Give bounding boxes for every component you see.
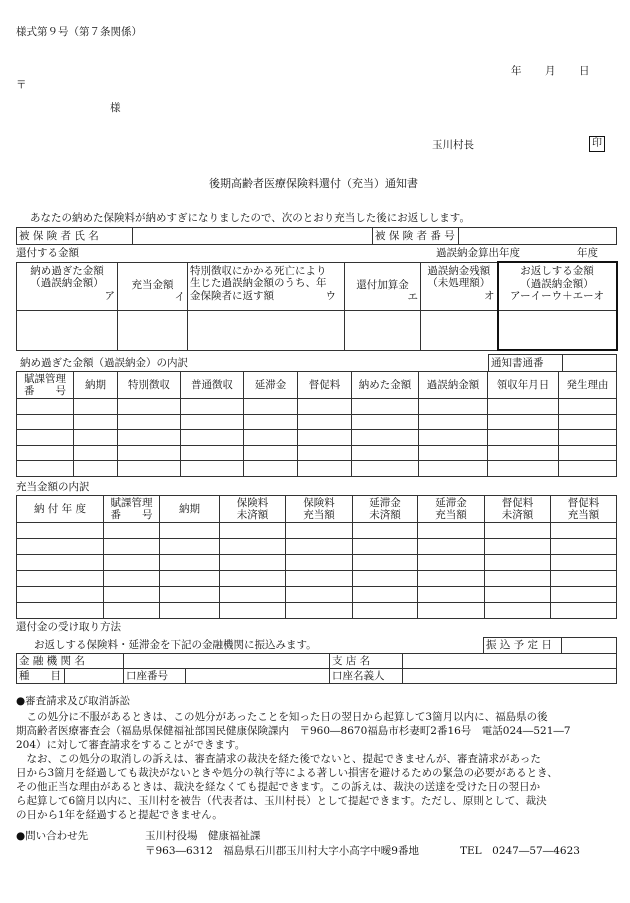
breakdown-cell[interactable] [559, 430, 617, 446]
breakdown-section-title: 納め過ぎた金額（過誤納金）の内訳 [20, 357, 188, 369]
refund-header-line: （未処理額） [427, 277, 491, 290]
refund-header-line: お返しする金額 [520, 265, 594, 277]
allocation-cell[interactable] [160, 587, 220, 603]
fiscal-year-suffix: 年度 [577, 247, 598, 259]
form-number: 様式第９号（第７条関係） [16, 26, 142, 38]
allocation-cell[interactable] [286, 603, 353, 619]
payment-note: お返しする保険料・延滞金を下記の金融機関に振込みます。 [34, 639, 317, 651]
date-month-label: 月 [545, 65, 556, 77]
branch-label: 支 店 名 [330, 654, 403, 669]
allocation-cell[interactable] [17, 555, 104, 571]
breakdown-cell[interactable] [488, 414, 559, 430]
breakdown-cell[interactable] [559, 445, 617, 461]
breakdown-cell[interactable] [419, 414, 488, 430]
breakdown-header-cell: 督促料 [298, 372, 352, 399]
refund-header-line: 充当金額 [131, 278, 174, 291]
breakdown-header-cell: 特別徴収 [118, 372, 181, 399]
breakdown-row [17, 414, 617, 430]
refund-header-line: （過誤納金額） [520, 277, 594, 290]
breakdown-header-cell: 賦課管理 番 号 [17, 372, 74, 399]
breakdown-cell[interactable] [74, 445, 118, 461]
breakdown-header-cell: 納めた金額 [352, 372, 419, 399]
breakdown-row [17, 461, 617, 477]
breakdown-cell[interactable] [74, 461, 118, 477]
refund-value-row [17, 310, 617, 350]
breakdown-cell[interactable] [352, 414, 419, 430]
allocation-cell[interactable] [286, 587, 353, 603]
bank-table [16, 653, 617, 669]
account-table [16, 668, 617, 684]
allocation-cell[interactable] [418, 555, 485, 571]
allocation-cell[interactable] [485, 603, 551, 619]
breakdown-cell[interactable] [118, 414, 181, 430]
breakdown-cell[interactable] [118, 399, 181, 415]
appeal-line: その他正当な理由があるときは、裁決を経なくても提起できます。この訴えは、裁決の送達を受けた日の翌日か [16, 781, 541, 793]
document-title: 後期高齢者医療保険料還付（充当）通知書 [209, 177, 418, 190]
payment-section-title: 還付金の受け取り方法 [16, 621, 121, 633]
breakdown-cell[interactable] [17, 430, 74, 446]
allocation-cell[interactable] [353, 555, 418, 571]
refund-header-allocated [118, 262, 188, 310]
account-number-label: 口座番号 [124, 669, 186, 684]
breakdown-row [17, 430, 617, 446]
allocation-cell[interactable] [160, 523, 220, 539]
allocation-row [17, 523, 617, 539]
allocation-cell[interactable] [551, 539, 617, 555]
allocation-cell[interactable] [353, 587, 418, 603]
bank-name-field[interactable] [124, 654, 330, 669]
breakdown-cell[interactable] [244, 461, 298, 477]
allocation-cell[interactable] [485, 539, 551, 555]
breakdown-cell[interactable] [559, 414, 617, 430]
breakdown-cell[interactable] [17, 445, 74, 461]
allocation-cell[interactable] [286, 555, 353, 571]
allocation-cell[interactable] [160, 571, 220, 587]
allocation-table [16, 495, 617, 619]
refund-header-line: 還付加算金 [356, 278, 409, 291]
breakdown-cell[interactable] [118, 430, 181, 446]
breakdown-header-cell: 過誤納金額 [419, 372, 488, 399]
transfer-date-label: 振 込 予 定 日 [484, 638, 562, 654]
allocation-row [17, 587, 617, 603]
breakdown-cell[interactable] [74, 430, 118, 446]
postal-mark: 〒 [16, 79, 27, 91]
refund-header-remaining [421, 262, 498, 310]
transfer-date-field[interactable] [562, 638, 617, 654]
refund-overpaid-field[interactable] [17, 310, 118, 350]
breakdown-header-cell: 普通徴収 [181, 372, 244, 399]
contact-tel: TEL 0247―57―4623 [460, 845, 580, 857]
breakdown-header-row [17, 372, 617, 399]
breakdown-cell[interactable] [17, 414, 74, 430]
breakdown-table [16, 371, 617, 477]
breakdown-cell[interactable] [419, 461, 488, 477]
refund-header-line: 生じた過誤納金額のうち、年 [190, 277, 327, 290]
account-holder-label: 口座名義人 [330, 669, 403, 684]
refund-header-line: （過誤納金額） [30, 277, 104, 290]
allocation-cell[interactable] [418, 571, 485, 587]
breakdown-cell[interactable] [181, 399, 244, 415]
refund-header-return-amount [498, 262, 617, 310]
breakdown-cell[interactable] [244, 430, 298, 446]
allocation-section-title: 充当金額の内訳 [16, 481, 90, 493]
refund-header-overpaid [17, 262, 118, 310]
refund-header-line-with-mark [190, 290, 342, 303]
insured-number-field[interactable] [459, 228, 617, 245]
breakdown-header-cell: 延滞金 [244, 372, 298, 399]
breakdown-cell[interactable] [244, 445, 298, 461]
allocation-cell[interactable] [286, 539, 353, 555]
breakdown-cell[interactable] [17, 461, 74, 477]
breakdown-header-cell: 領収年月日 [488, 372, 559, 399]
breakdown-cell[interactable] [488, 461, 559, 477]
date-day-label: 日 [579, 65, 590, 77]
issuer-name: 玉川村長 [432, 139, 474, 151]
breakdown-cell[interactable] [298, 445, 352, 461]
breakdown-cell[interactable] [559, 399, 617, 415]
refund-header-mark: オ [484, 289, 495, 302]
allocation-cell[interactable] [286, 571, 353, 587]
insured-info-table [16, 227, 617, 245]
appeal-line: 日から3箇月を経過しても裁決がないときや処分の執行等による著しい損害を避けるための緊急の必要があるとき、 [16, 767, 558, 779]
allocation-cell[interactable] [353, 603, 418, 619]
allocation-cell[interactable] [104, 603, 160, 619]
breakdown-cell[interactable] [488, 399, 559, 415]
allocation-cell[interactable] [485, 587, 551, 603]
breakdown-cell[interactable] [298, 399, 352, 415]
refund-header-addition [345, 262, 421, 310]
date-year-label: 年 [511, 65, 522, 77]
refund-table [16, 261, 618, 351]
allocation-cell[interactable] [160, 555, 220, 571]
breakdown-cell[interactable] [118, 445, 181, 461]
breakdown-cell[interactable] [352, 445, 419, 461]
notice-number-field[interactable] [563, 355, 617, 372]
breakdown-cell[interactable] [488, 430, 559, 446]
contact-address: 〒963―6312 福島県石川郡玉川村大字小高字中曖9番地 [145, 845, 419, 857]
breakdown-cell[interactable] [419, 445, 488, 461]
allocation-cell[interactable] [104, 571, 160, 587]
allocation-cell[interactable] [551, 523, 617, 539]
contact-office: 玉川村役場 健康福祉課 [145, 830, 261, 842]
appeal-line: の日から1年を経過すると提起できません。 [16, 809, 223, 821]
allocation-cell[interactable] [418, 523, 485, 539]
breakdown-cell[interactable] [118, 461, 181, 477]
seal-mark: 印 [589, 136, 605, 152]
allocation-header-cell: 納 付 年 度 [17, 496, 104, 523]
refund-header-line: アーイーウ＋エーオ [510, 290, 604, 303]
allocation-cell[interactable] [353, 539, 418, 555]
allocation-cell[interactable] [17, 571, 104, 587]
appeal-heading: ●審査請求及び取消訴訟 [16, 695, 131, 707]
allocation-row [17, 571, 617, 587]
refund-header-line: 金保険者に返す額 [190, 289, 274, 302]
allocation-header-cell: 督促料 未済額 [485, 496, 551, 523]
fiscal-year-label: 過誤納金算出年度 [436, 247, 520, 259]
appeal-line: この処分に不服があるときは、この処分があったことを知った日の翌日から起算して3箇月以内に、福島県の後 [16, 711, 548, 723]
breakdown-cell[interactable] [352, 430, 419, 446]
breakdown-cell[interactable] [352, 461, 419, 477]
allocation-cell[interactable] [418, 587, 485, 603]
allocation-cell[interactable] [485, 571, 551, 587]
appeal-line: なお、この処分の取消しの訴えは、審査請求の裁決を経た後でないと、提起できませんが、審査請求があった [16, 753, 541, 765]
appeal-line: 期高齢者医療審査会（福島県保健福祉部国民健康保険課内 〒960―8670福島市杉妻町2番16号 電話024―521―7 [16, 725, 571, 737]
allocation-cell[interactable] [418, 603, 485, 619]
allocation-header-cell: 督促料 充当額 [551, 496, 617, 523]
refund-allocated-field[interactable] [118, 310, 188, 350]
allocation-cell[interactable] [551, 571, 617, 587]
breakdown-cell[interactable] [298, 414, 352, 430]
allocation-header-cell: 賦課管理 番 号 [104, 496, 160, 523]
addressee-suffix: 様 [110, 102, 121, 114]
allocation-cell[interactable] [104, 555, 160, 571]
bank-name-label: 金 融 機 関 名 [17, 654, 124, 669]
refund-header-mark: ウ [325, 289, 336, 302]
contact-label: ●問い合わせ先 [16, 830, 89, 842]
allocation-row [17, 555, 617, 571]
breakdown-cell[interactable] [74, 414, 118, 430]
allocation-row [17, 539, 617, 555]
branch-field[interactable] [403, 654, 617, 669]
breakdown-cell[interactable] [298, 461, 352, 477]
refund-pension-return-field[interactable] [188, 310, 345, 350]
refund-section-title: 還付する金額 [16, 247, 79, 259]
allocation-cell[interactable] [551, 603, 617, 619]
insured-number-label: 被 保 険 者 番 号 [373, 228, 459, 245]
allocation-cell[interactable] [220, 571, 286, 587]
breakdown-cell[interactable] [298, 430, 352, 446]
allocation-header-cell: 延滞金 未済額 [353, 496, 418, 523]
intro-text: あなたの納めた保険料が納めすぎになりましたので、次のとおり充当した後にお返しします。 [30, 212, 470, 224]
allocation-cell[interactable] [104, 539, 160, 555]
notice-number-label: 通知書通番 [489, 355, 563, 372]
breakdown-cell[interactable] [181, 430, 244, 446]
allocation-cell[interactable] [17, 539, 104, 555]
refund-header-mark: イ [174, 291, 185, 304]
breakdown-cell[interactable] [352, 399, 419, 415]
allocation-cell[interactable] [220, 539, 286, 555]
account-type-label: 種 目 [17, 669, 65, 684]
allocation-cell[interactable] [551, 555, 617, 571]
allocation-cell[interactable] [220, 555, 286, 571]
appeal-line: 204）に対して審査請求をすることができます。 [16, 739, 246, 751]
allocation-cell[interactable] [551, 587, 617, 603]
allocation-row [17, 603, 617, 619]
notice-number-table [488, 354, 617, 372]
allocation-header-cell: 納期 [160, 496, 220, 523]
refund-header-pension-return [188, 262, 345, 310]
transfer-date-table [483, 637, 617, 654]
allocation-cell[interactable] [220, 603, 286, 619]
allocation-cell[interactable] [485, 523, 551, 539]
breakdown-cell[interactable] [74, 399, 118, 415]
refund-header-mark: エ [407, 291, 418, 304]
insured-name-label: 被 保 険 者 氏 名 [17, 228, 133, 245]
refund-header-line: 特別徴収にかかる死亡により [190, 264, 327, 277]
refund-header-line: 過誤納金残額 [427, 264, 491, 277]
allocation-cell[interactable] [220, 587, 286, 603]
account-type-field[interactable] [65, 669, 124, 684]
breakdown-header-cell: 納期 [74, 372, 118, 399]
allocation-cell[interactable] [160, 603, 220, 619]
allocation-cell[interactable] [104, 523, 160, 539]
refund-return-amount-field[interactable] [498, 310, 617, 350]
allocation-cell[interactable] [353, 523, 418, 539]
allocation-cell[interactable] [485, 555, 551, 571]
appeal-line: ら起算して6箇月以内に、玉川村を被告（代表者は、玉川村長）として提起できます。ただし、原則として、裁決 [16, 795, 547, 807]
breakdown-header-cell: 発生理由 [559, 372, 617, 399]
allocation-header-cell: 保険料 充当額 [286, 496, 353, 523]
allocation-header-cell: 延滞金 充当額 [418, 496, 485, 523]
breakdown-cell[interactable] [488, 445, 559, 461]
breakdown-row [17, 399, 617, 415]
breakdown-cell[interactable] [181, 461, 244, 477]
breakdown-row [17, 445, 617, 461]
allocation-cell[interactable] [353, 571, 418, 587]
breakdown-cell[interactable] [17, 399, 74, 415]
breakdown-cell[interactable] [244, 399, 298, 415]
breakdown-cell[interactable] [419, 430, 488, 446]
refund-remaining-field[interactable] [421, 310, 498, 350]
refund-header-line: 納め過ぎた金額 [30, 264, 104, 277]
allocation-header-cell: 保険料 未済額 [220, 496, 286, 523]
breakdown-cell[interactable] [244, 414, 298, 430]
refund-header-mark: ア [104, 289, 115, 302]
insured-name-field[interactable] [133, 228, 373, 245]
breakdown-cell[interactable] [419, 399, 488, 415]
account-number-field[interactable] [186, 669, 330, 684]
refund-header-row [17, 262, 617, 310]
allocation-cell[interactable] [17, 603, 104, 619]
allocation-cell[interactable] [17, 523, 104, 539]
breakdown-cell[interactable] [181, 445, 244, 461]
allocation-cell[interactable] [286, 523, 353, 539]
allocation-cell[interactable] [418, 539, 485, 555]
account-holder-field[interactable] [403, 669, 617, 684]
breakdown-cell[interactable] [559, 461, 617, 477]
allocation-cell[interactable] [17, 587, 104, 603]
breakdown-cell[interactable] [181, 414, 244, 430]
allocation-header-row [17, 496, 617, 523]
allocation-cell[interactable] [220, 523, 286, 539]
allocation-cell[interactable] [160, 539, 220, 555]
allocation-cell[interactable] [104, 587, 160, 603]
refund-addition-field[interactable] [345, 310, 421, 350]
